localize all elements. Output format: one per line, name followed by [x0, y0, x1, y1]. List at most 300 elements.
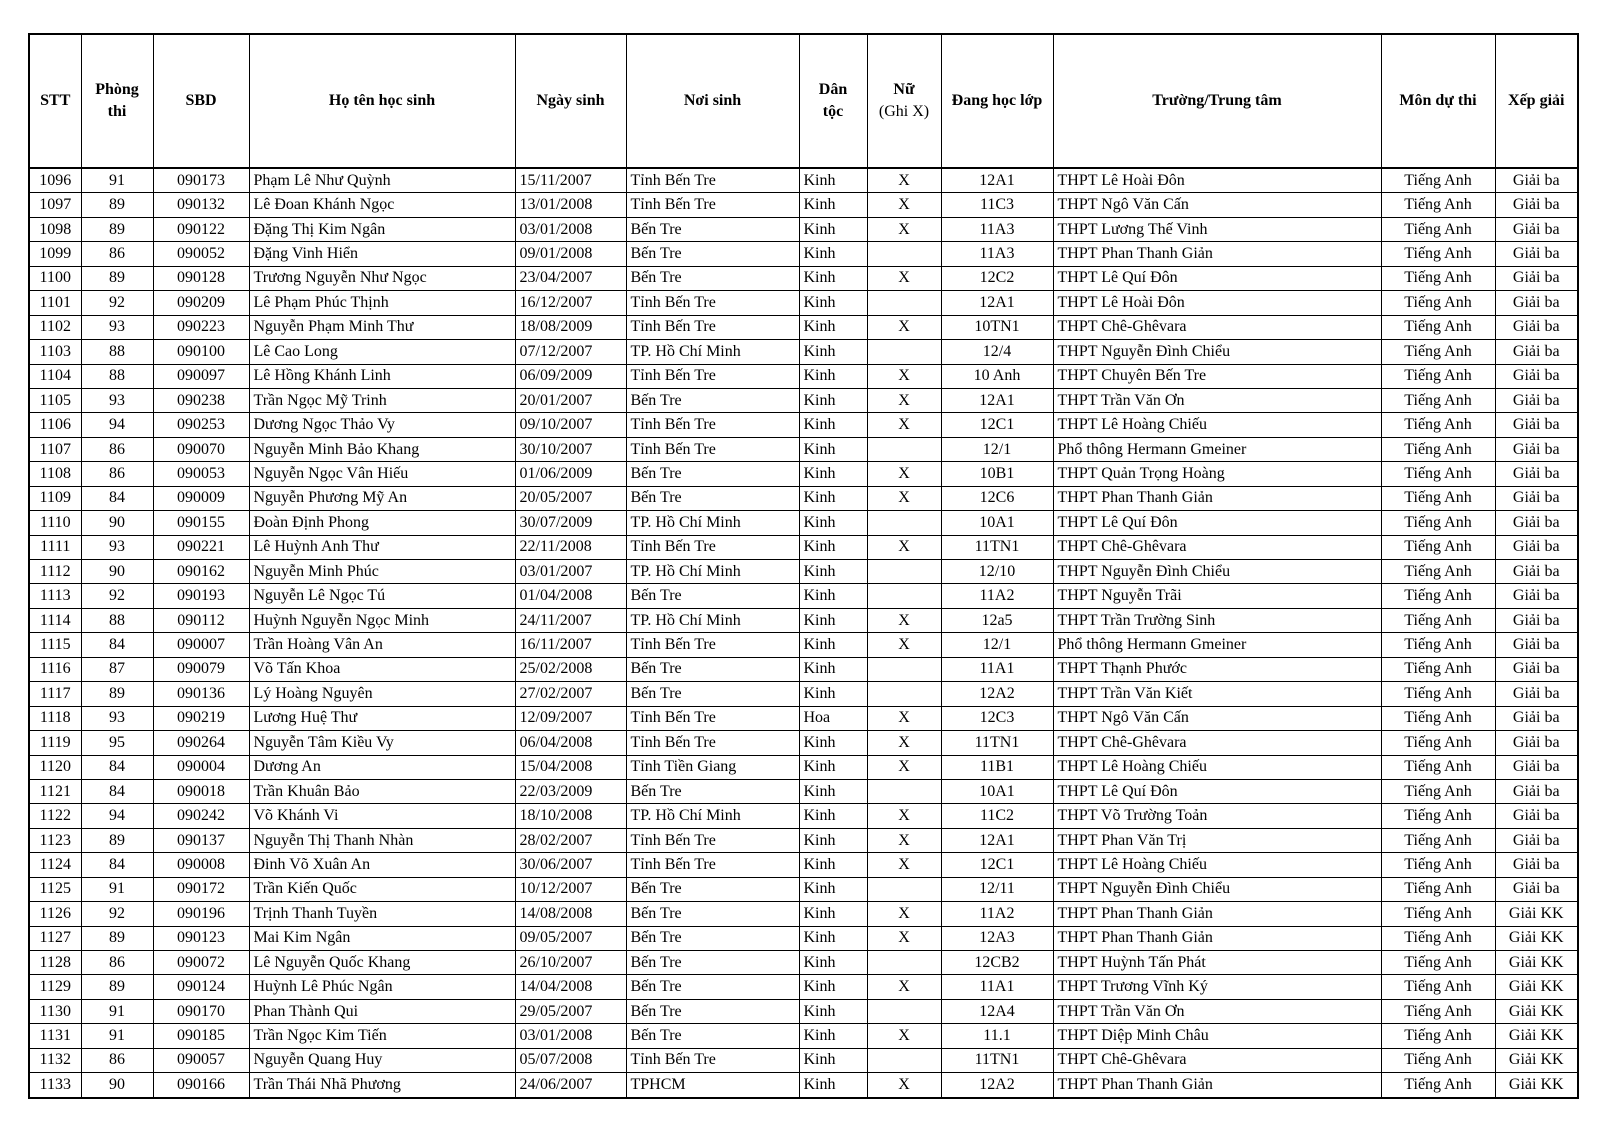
header-phong-thi: Phòng thi: [81, 34, 153, 168]
cell-dan-toc: Kinh: [799, 999, 867, 1023]
cell-noi-sinh: Bến Tre: [626, 266, 799, 290]
cell-stt: 1105: [29, 388, 81, 412]
cell-stt: 1107: [29, 437, 81, 461]
cell-dan-toc: Kinh: [799, 608, 867, 632]
cell-noi-sinh: Tỉnh Bến Tre: [626, 731, 799, 755]
cell-stt: 1125: [29, 877, 81, 901]
table-row: [29, 731, 1578, 755]
cell-nu: X: [867, 535, 941, 559]
cell-ngay-sinh: 26/10/2007: [515, 951, 626, 975]
cell-sbd: 090053: [153, 462, 249, 486]
table-row: [29, 266, 1578, 290]
cell-ho-ten: Huỳnh Lê Phúc Ngân: [249, 975, 515, 999]
cell-sbd: 090070: [153, 437, 249, 461]
cell-mon: Tiếng Anh: [1381, 877, 1495, 901]
cell-ho-ten: Đoàn Định Phong: [249, 511, 515, 535]
cell-truong: THPT Nguyễn Đình Chiểu: [1053, 560, 1381, 584]
cell-mon: Tiếng Anh: [1381, 951, 1495, 975]
cell-ngay-sinh: 16/11/2007: [515, 633, 626, 657]
cell-dan-toc: Kinh: [799, 755, 867, 779]
table-row: [29, 1073, 1578, 1098]
cell-dan-toc: Kinh: [799, 242, 867, 266]
cell-ho-ten: Dương Ngọc Thảo Vy: [249, 413, 515, 437]
cell-xep-giai: Giải ba: [1495, 388, 1578, 412]
cell-dan-toc: Kinh: [799, 926, 867, 950]
cell-noi-sinh: Bến Tre: [626, 1024, 799, 1048]
cell-nu: [867, 242, 941, 266]
cell-ho-ten: Lê Phạm Phúc Thịnh: [249, 291, 515, 315]
cell-ho-ten: Trương Nguyễn Như Ngọc: [249, 266, 515, 290]
cell-sbd: 090008: [153, 853, 249, 877]
cell-mon: Tiếng Anh: [1381, 779, 1495, 803]
cell-dan-toc: Kinh: [799, 388, 867, 412]
cell-noi-sinh: Tỉnh Bến Tre: [626, 413, 799, 437]
cell-lop: 12/4: [941, 340, 1053, 364]
cell-stt: 1098: [29, 217, 81, 241]
cell-dan-toc: Kinh: [799, 266, 867, 290]
cell-ngay-sinh: 23/04/2007: [515, 266, 626, 290]
cell-sbd: 090264: [153, 731, 249, 755]
cell-nu: X: [867, 804, 941, 828]
cell-ngay-sinh: 28/02/2007: [515, 828, 626, 852]
cell-ho-ten: Dương An: [249, 755, 515, 779]
table-row: [29, 242, 1578, 266]
cell-mon: Tiếng Anh: [1381, 364, 1495, 388]
cell-phong-thi: 89: [81, 266, 153, 290]
cell-truong: THPT Phan Thanh Giản: [1053, 486, 1381, 510]
cell-xep-giai: Giải ba: [1495, 413, 1578, 437]
cell-ho-ten: Nguyễn Ngọc Vân Hiếu: [249, 462, 515, 486]
cell-nu: X: [867, 388, 941, 412]
cell-phong-thi: 92: [81, 291, 153, 315]
cell-dan-toc: Kinh: [799, 1073, 867, 1098]
cell-xep-giai: Giải ba: [1495, 217, 1578, 241]
cell-nu: X: [867, 364, 941, 388]
cell-lop: 12C1: [941, 853, 1053, 877]
cell-nu: [867, 951, 941, 975]
table-row: [29, 193, 1578, 217]
header-dan-toc: Dân tộc: [799, 34, 867, 168]
cell-lop: 12C1: [941, 413, 1053, 437]
cell-noi-sinh: Tỉnh Bến Tre: [626, 193, 799, 217]
cell-nu: X: [867, 462, 941, 486]
cell-phong-thi: 89: [81, 926, 153, 950]
cell-mon: Tiếng Anh: [1381, 926, 1495, 950]
cell-dan-toc: Kinh: [799, 657, 867, 681]
cell-lop: 12C2: [941, 266, 1053, 290]
cell-nu: X: [867, 853, 941, 877]
cell-stt: 1120: [29, 755, 81, 779]
cell-ho-ten: Nguyễn Phạm Minh Thư: [249, 315, 515, 339]
cell-phong-thi: 90: [81, 511, 153, 535]
header-ho-ten: Họ tên học sinh: [249, 34, 515, 168]
cell-xep-giai: Giải ba: [1495, 804, 1578, 828]
cell-stt: 1130: [29, 999, 81, 1023]
table-row: [29, 291, 1578, 315]
cell-mon: Tiếng Anh: [1381, 755, 1495, 779]
cell-sbd: 090052: [153, 242, 249, 266]
cell-ho-ten: Mai Kim Ngân: [249, 926, 515, 950]
cell-xep-giai: Giải ba: [1495, 706, 1578, 730]
cell-phong-thi: 86: [81, 462, 153, 486]
cell-mon: Tiếng Anh: [1381, 682, 1495, 706]
table-row: [29, 951, 1578, 975]
cell-nu: X: [867, 193, 941, 217]
cell-truong: Phổ thông Hermann Gmeiner: [1053, 633, 1381, 657]
cell-mon: Tiếng Anh: [1381, 853, 1495, 877]
cell-ngay-sinh: 29/05/2007: [515, 999, 626, 1023]
cell-xep-giai: Giải KK: [1495, 975, 1578, 999]
cell-noi-sinh: Tỉnh Bến Tre: [626, 706, 799, 730]
cell-nu: X: [867, 902, 941, 926]
cell-sbd: 090170: [153, 999, 249, 1023]
cell-nu: X: [867, 168, 941, 193]
cell-sbd: 090155: [153, 511, 249, 535]
cell-noi-sinh: Bến Tre: [626, 486, 799, 510]
cell-ngay-sinh: 25/02/2008: [515, 657, 626, 681]
cell-phong-thi: 88: [81, 608, 153, 632]
cell-sbd: 090185: [153, 1024, 249, 1048]
cell-nu: X: [867, 926, 941, 950]
cell-phong-thi: 95: [81, 731, 153, 755]
cell-mon: Tiếng Anh: [1381, 1073, 1495, 1098]
cell-mon: Tiếng Anh: [1381, 217, 1495, 241]
cell-ho-ten: Trịnh Thanh Tuyền: [249, 902, 515, 926]
cell-stt: 1124: [29, 853, 81, 877]
cell-ngay-sinh: 20/05/2007: [515, 486, 626, 510]
cell-stt: 1113: [29, 584, 81, 608]
cell-noi-sinh: Bến Tre: [626, 242, 799, 266]
cell-nu: [867, 682, 941, 706]
cell-dan-toc: Kinh: [799, 1024, 867, 1048]
cell-ho-ten: Nguyễn Minh Phúc: [249, 560, 515, 584]
cell-stt: 1121: [29, 779, 81, 803]
table-row: [29, 706, 1578, 730]
cell-lop: 10TN1: [941, 315, 1053, 339]
cell-nu: [867, 437, 941, 461]
cell-dan-toc: Kinh: [799, 584, 867, 608]
cell-ho-ten: Võ Khánh Vi: [249, 804, 515, 828]
cell-dan-toc: Kinh: [799, 462, 867, 486]
cell-truong: THPT Lê Hoàng Chiếu: [1053, 413, 1381, 437]
table-header: [29, 34, 1578, 168]
cell-sbd: 090097: [153, 364, 249, 388]
cell-sbd: 090079: [153, 657, 249, 681]
cell-sbd: 090004: [153, 755, 249, 779]
cell-ngay-sinh: 06/09/2009: [515, 364, 626, 388]
cell-ho-ten: Trần Ngọc Kim Tiến: [249, 1024, 515, 1048]
table-row: [29, 340, 1578, 364]
cell-nu: [867, 999, 941, 1023]
cell-dan-toc: Kinh: [799, 535, 867, 559]
cell-lop: 11TN1: [941, 731, 1053, 755]
cell-dan-toc: Kinh: [799, 877, 867, 901]
cell-lop: 11.1: [941, 1024, 1053, 1048]
cell-phong-thi: 93: [81, 388, 153, 412]
cell-sbd: 090253: [153, 413, 249, 437]
cell-ngay-sinh: 30/10/2007: [515, 437, 626, 461]
cell-dan-toc: Kinh: [799, 682, 867, 706]
cell-nu: X: [867, 633, 941, 657]
cell-lop: 11A1: [941, 657, 1053, 681]
header-ngay-sinh: Ngày sinh: [515, 34, 626, 168]
cell-stt: 1129: [29, 975, 81, 999]
cell-stt: 1115: [29, 633, 81, 657]
cell-truong: THPT Lê Hoài Đôn: [1053, 291, 1381, 315]
cell-nu: X: [867, 975, 941, 999]
cell-xep-giai: Giải KK: [1495, 1073, 1578, 1098]
cell-mon: Tiếng Anh: [1381, 1048, 1495, 1072]
cell-lop: 12A1: [941, 828, 1053, 852]
cell-mon: Tiếng Anh: [1381, 1024, 1495, 1048]
cell-stt: 1132: [29, 1048, 81, 1072]
cell-phong-thi: 84: [81, 755, 153, 779]
cell-ho-ten: Đặng Vinh Hiển: [249, 242, 515, 266]
table-row: [29, 584, 1578, 608]
cell-stt: 1110: [29, 511, 81, 535]
cell-ngay-sinh: 30/06/2007: [515, 853, 626, 877]
cell-ho-ten: Lương Huệ Thư: [249, 706, 515, 730]
cell-lop: 12/10: [941, 560, 1053, 584]
cell-ho-ten: Nguyễn Tâm Kiều Vy: [249, 731, 515, 755]
cell-lop: 11A3: [941, 242, 1053, 266]
table-row: [29, 853, 1578, 877]
cell-mon: Tiếng Anh: [1381, 560, 1495, 584]
cell-dan-toc: Kinh: [799, 413, 867, 437]
cell-nu: [867, 340, 941, 364]
cell-mon: Tiếng Anh: [1381, 340, 1495, 364]
cell-phong-thi: 91: [81, 168, 153, 193]
table-row: [29, 779, 1578, 803]
cell-stt: 1111: [29, 535, 81, 559]
table-row: [29, 633, 1578, 657]
cell-xep-giai: Giải ba: [1495, 437, 1578, 461]
table-row: [29, 168, 1578, 193]
cell-nu: [867, 560, 941, 584]
cell-ho-ten: Nguyễn Minh Bảo Khang: [249, 437, 515, 461]
cell-stt: 1096: [29, 168, 81, 193]
cell-nu: X: [867, 486, 941, 510]
cell-mon: Tiếng Anh: [1381, 999, 1495, 1023]
table-body: [29, 168, 1578, 1098]
cell-noi-sinh: Bến Tre: [626, 388, 799, 412]
cell-lop: 12A1: [941, 291, 1053, 315]
cell-nu: [867, 584, 941, 608]
cell-phong-thi: 86: [81, 242, 153, 266]
cell-lop: 11TN1: [941, 1048, 1053, 1072]
cell-ngay-sinh: 09/10/2007: [515, 413, 626, 437]
cell-nu: [867, 291, 941, 315]
cell-truong: THPT Huỳnh Tấn Phát: [1053, 951, 1381, 975]
cell-xep-giai: Giải KK: [1495, 926, 1578, 950]
cell-xep-giai: Giải ba: [1495, 657, 1578, 681]
cell-lop: 12A1: [941, 168, 1053, 193]
cell-truong: THPT Diệp Minh Châu: [1053, 1024, 1381, 1048]
cell-ngay-sinh: 14/04/2008: [515, 975, 626, 999]
cell-sbd: 090221: [153, 535, 249, 559]
cell-ho-ten: Lê Hồng Khánh Linh: [249, 364, 515, 388]
cell-xep-giai: Giải ba: [1495, 291, 1578, 315]
cell-stt: 1099: [29, 242, 81, 266]
cell-xep-giai: Giải ba: [1495, 828, 1578, 852]
cell-stt: 1103: [29, 340, 81, 364]
cell-dan-toc: Kinh: [799, 779, 867, 803]
cell-truong: THPT Lê Hoàng Chiếu: [1053, 755, 1381, 779]
cell-stt: 1116: [29, 657, 81, 681]
cell-xep-giai: Giải ba: [1495, 731, 1578, 755]
cell-ho-ten: Lê Cao Long: [249, 340, 515, 364]
cell-mon: Tiếng Anh: [1381, 902, 1495, 926]
header-mon: Môn dự thi: [1381, 34, 1495, 168]
cell-mon: Tiếng Anh: [1381, 266, 1495, 290]
cell-noi-sinh: Bến Tre: [626, 462, 799, 486]
cell-stt: 1112: [29, 560, 81, 584]
cell-lop: 12C6: [941, 486, 1053, 510]
cell-phong-thi: 93: [81, 535, 153, 559]
cell-stt: 1119: [29, 731, 81, 755]
cell-sbd: 090009: [153, 486, 249, 510]
cell-truong: THPT Phan Thanh Giản: [1053, 902, 1381, 926]
cell-ho-ten: Trần Kiến Quốc: [249, 877, 515, 901]
cell-lop: 10A1: [941, 779, 1053, 803]
cell-truong: THPT Phan Thanh Giản: [1053, 926, 1381, 950]
cell-phong-thi: 88: [81, 364, 153, 388]
cell-dan-toc: Hoa: [799, 706, 867, 730]
cell-phong-thi: 84: [81, 779, 153, 803]
cell-stt: 1108: [29, 462, 81, 486]
cell-lop: 12A4: [941, 999, 1053, 1023]
cell-xep-giai: Giải ba: [1495, 193, 1578, 217]
header-nu-label: Nữ: [893, 81, 915, 98]
cell-dan-toc: Kinh: [799, 975, 867, 999]
cell-phong-thi: 89: [81, 217, 153, 241]
cell-dan-toc: Kinh: [799, 902, 867, 926]
cell-xep-giai: Giải ba: [1495, 853, 1578, 877]
cell-phong-thi: 86: [81, 437, 153, 461]
cell-mon: Tiếng Anh: [1381, 413, 1495, 437]
cell-ho-ten: Nguyễn Thị Thanh Nhàn: [249, 828, 515, 852]
cell-noi-sinh: Bến Tre: [626, 657, 799, 681]
cell-stt: 1114: [29, 608, 81, 632]
cell-phong-thi: 93: [81, 315, 153, 339]
cell-truong: THPT Lương Thế Vinh: [1053, 217, 1381, 241]
cell-sbd: 090137: [153, 828, 249, 852]
cell-noi-sinh: TP. Hồ Chí Minh: [626, 511, 799, 535]
cell-mon: Tiếng Anh: [1381, 584, 1495, 608]
cell-noi-sinh: Tỉnh Bến Tre: [626, 828, 799, 852]
cell-noi-sinh: Tỉnh Bến Tre: [626, 291, 799, 315]
cell-truong: THPT Lê Quí Đôn: [1053, 266, 1381, 290]
cell-noi-sinh: Tỉnh Tiền Giang: [626, 755, 799, 779]
cell-noi-sinh: Tỉnh Bến Tre: [626, 168, 799, 193]
cell-lop: 11A2: [941, 902, 1053, 926]
cell-xep-giai: Giải ba: [1495, 364, 1578, 388]
cell-phong-thi: 88: [81, 340, 153, 364]
table-row: [29, 657, 1578, 681]
cell-nu: X: [867, 731, 941, 755]
cell-ngay-sinh: 22/03/2009: [515, 779, 626, 803]
header-lop: Đang học lớp: [941, 34, 1053, 168]
cell-noi-sinh: Bến Tre: [626, 682, 799, 706]
cell-xep-giai: Giải ba: [1495, 462, 1578, 486]
cell-phong-thi: 89: [81, 682, 153, 706]
cell-mon: Tiếng Anh: [1381, 486, 1495, 510]
cell-stt: 1101: [29, 291, 81, 315]
cell-xep-giai: Giải ba: [1495, 511, 1578, 535]
cell-truong: THPT Nguyễn Đình Chiểu: [1053, 340, 1381, 364]
cell-xep-giai: Giải ba: [1495, 608, 1578, 632]
cell-nu: X: [867, 1073, 941, 1098]
cell-phong-thi: 94: [81, 804, 153, 828]
cell-mon: Tiếng Anh: [1381, 437, 1495, 461]
cell-xep-giai: Giải ba: [1495, 755, 1578, 779]
cell-ngay-sinh: 05/07/2008: [515, 1048, 626, 1072]
cell-truong: THPT Chê-Ghêvara: [1053, 315, 1381, 339]
cell-nu: [867, 877, 941, 901]
cell-ngay-sinh: 01/06/2009: [515, 462, 626, 486]
cell-xep-giai: Giải ba: [1495, 340, 1578, 364]
cell-stt: 1100: [29, 266, 81, 290]
cell-ho-ten: Nguyễn Lê Ngọc Tú: [249, 584, 515, 608]
cell-dan-toc: Kinh: [799, 633, 867, 657]
cell-lop: 12/1: [941, 437, 1053, 461]
cell-sbd: 090018: [153, 779, 249, 803]
cell-truong: THPT Trương Vĩnh Ký: [1053, 975, 1381, 999]
table-row: [29, 560, 1578, 584]
cell-nu: [867, 511, 941, 535]
cell-mon: Tiếng Anh: [1381, 706, 1495, 730]
table-row: [29, 804, 1578, 828]
cell-dan-toc: Kinh: [799, 437, 867, 461]
cell-mon: Tiếng Anh: [1381, 535, 1495, 559]
cell-mon: Tiếng Anh: [1381, 242, 1495, 266]
cell-ho-ten: Trần Thái Nhã Phương: [249, 1073, 515, 1098]
cell-truong: THPT Trần Văn Ơn: [1053, 388, 1381, 412]
cell-noi-sinh: Bến Tre: [626, 217, 799, 241]
cell-noi-sinh: Tỉnh Bến Tre: [626, 437, 799, 461]
cell-nu: [867, 1048, 941, 1072]
cell-lop: 12A2: [941, 682, 1053, 706]
header-nu: [867, 34, 941, 168]
cell-ho-ten: Nguyễn Phương Mỹ An: [249, 486, 515, 510]
cell-noi-sinh: Bến Tre: [626, 779, 799, 803]
table-row: [29, 388, 1578, 412]
table-row: [29, 462, 1578, 486]
cell-truong: THPT Thạnh Phước: [1053, 657, 1381, 681]
cell-ho-ten: Lê Đoan Khánh Ngọc: [249, 193, 515, 217]
cell-stt: 1131: [29, 1024, 81, 1048]
cell-truong: THPT Trần Trường Sinh: [1053, 608, 1381, 632]
cell-lop: 12/1: [941, 633, 1053, 657]
header-noi-sinh: Nơi sinh: [626, 34, 799, 168]
cell-ngay-sinh: 15/11/2007: [515, 168, 626, 193]
header-stt: STT: [29, 34, 81, 168]
cell-noi-sinh: TP. Hồ Chí Minh: [626, 804, 799, 828]
cell-sbd: 090124: [153, 975, 249, 999]
cell-truong: THPT Lê Hoài Đôn: [1053, 168, 1381, 193]
header-xep-giai: Xếp giải: [1495, 34, 1578, 168]
cell-xep-giai: Giải ba: [1495, 633, 1578, 657]
cell-stt: 1118: [29, 706, 81, 730]
cell-xep-giai: Giải ba: [1495, 315, 1578, 339]
cell-stt: 1122: [29, 804, 81, 828]
cell-ho-ten: Trần Ngọc Mỹ Trinh: [249, 388, 515, 412]
cell-truong: THPT Võ Trường Toản: [1053, 804, 1381, 828]
cell-ngay-sinh: 01/04/2008: [515, 584, 626, 608]
cell-ho-ten: Phạm Lê Như Quỳnh: [249, 168, 515, 193]
cell-lop: 11A2: [941, 584, 1053, 608]
cell-xep-giai: Giải ba: [1495, 486, 1578, 510]
